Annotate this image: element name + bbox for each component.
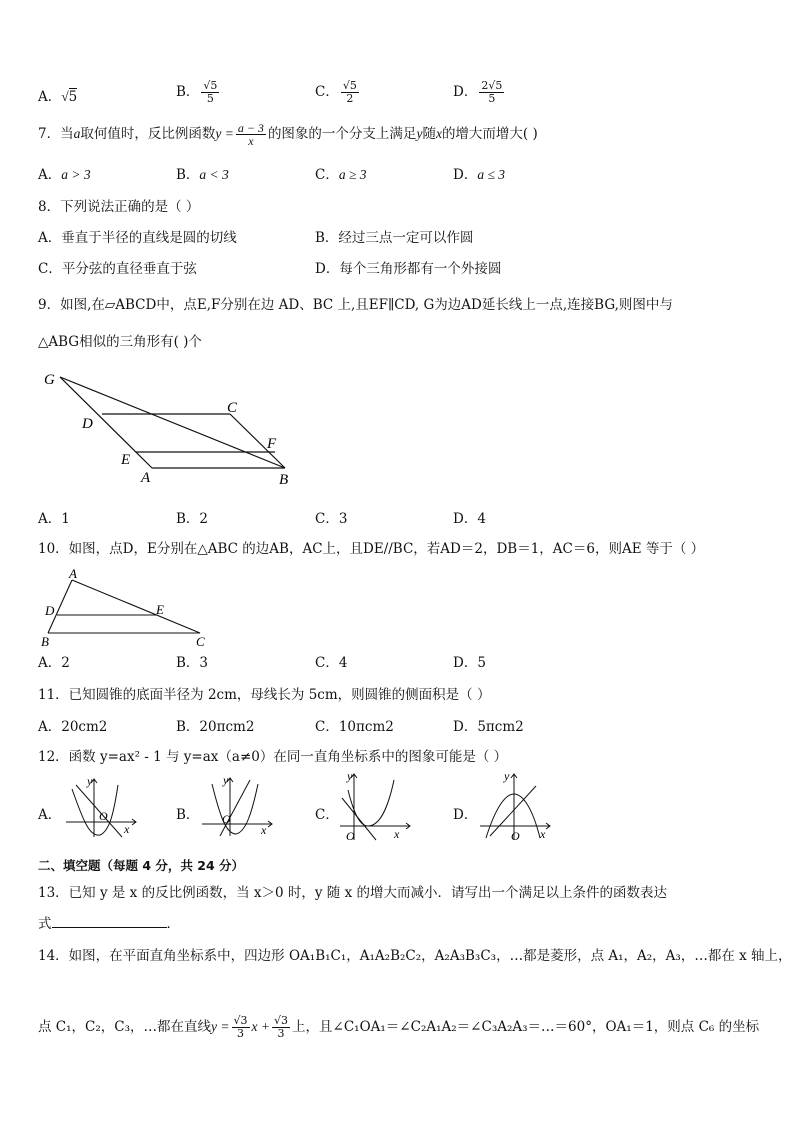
q12-a-parabola (72, 785, 118, 835)
svg-text:O: O (346, 829, 355, 842)
q10-option-b: B．3 (176, 655, 209, 671)
svg-text:y: y (87, 775, 93, 788)
q8-option-b: B．经过三点一定可以作圆 (315, 230, 474, 246)
q10-option-d: D．5 (453, 655, 486, 671)
q10-triangle-figure (38, 566, 218, 650)
q12-graph-d (476, 770, 556, 842)
q13-answer-blank[interactable] (52, 915, 167, 928)
q10-label-B: B (41, 634, 49, 649)
q8-option-c: C．平分弦的直径垂直于弦 (38, 261, 197, 277)
svg-text:O: O (99, 809, 108, 823)
svg-text:y: y (504, 770, 510, 783)
q7-option-a: A．a > 3 (38, 167, 91, 183)
q8-option-d: D．每个三角形都有一个外接圆 (315, 261, 502, 277)
q12-c-parabola (348, 780, 394, 826)
svg-text:x: x (124, 822, 130, 836)
svg-text:O: O (222, 812, 231, 826)
q10-stem: 10．如图，点D，E分别在△ABC 的边AB，AC上，且DE//BC，若AD＝2，DB＝1，AC＝6，则AE 等于（ ） (38, 541, 705, 557)
q10-label-A: A (69, 566, 77, 581)
q10-label-C: C (196, 634, 205, 649)
q12-option-c-label: C． (315, 807, 339, 823)
q9-label-F: F (267, 436, 277, 452)
q13-stem-line1: 13．已知 y 是 x 的反比例函数，当 x＞0 时，y 随 x 的增大而减小．请写出一个满足以上条件的函数表达 (38, 885, 667, 901)
svg-text:x: x (394, 827, 400, 841)
q10-option-a: A．2 (38, 655, 70, 671)
svg-text:y: y (347, 770, 353, 783)
q11-option-c: C．10πcm2 (315, 719, 394, 735)
q8-option-a: A．垂直于半径的直线是圆的切线 (38, 230, 237, 246)
svg-text:x: x (261, 823, 267, 837)
q12-graph-c (336, 770, 416, 842)
q12-b-line (220, 780, 250, 836)
q14-stem-line2: 点 C₁，C₂，C₃，…都在直线y = $\frac{√3}{3}$ x + $\frac{√3}{3}$ 上，且∠C₁OA₁＝∠C₂A₁A₂＝∠C₃A₂A₃＝…＝60°，OA₁＝1，则点 C₆ 的坐标 (38, 1014, 760, 1040)
q7-stem: 7．当a取何值时，反比例函数y = $\frac{a - 3}{x}$ 的图象的一个分支上满足y随x的增大而增大( ) (38, 121, 538, 148)
q7-option-b: B．a < 3 (176, 167, 229, 183)
q9-option-c: C．3 (315, 511, 348, 527)
q9-label-C: C (227, 400, 238, 416)
q10-line-AC (72, 580, 200, 633)
svg-text:x: x (540, 827, 546, 841)
q10-option-c: C．4 (315, 655, 348, 671)
q7-option-c: C．a ≥ 3 (315, 167, 367, 183)
q10-label-E: E (156, 602, 164, 617)
q9-label-D: D (82, 416, 93, 432)
q12-option-b-label: B． (176, 807, 200, 823)
q12-graph-a (62, 775, 142, 839)
q7-option-d: D．a ≤ 3 (453, 167, 505, 183)
q9-line-GA (60, 377, 152, 468)
q12-option-d-label: D． (453, 807, 478, 823)
q10-label-D: D (45, 603, 55, 618)
q8-stem: 8．下列说法正确的是（ ） (38, 199, 200, 215)
q9-option-d: D．4 (453, 511, 486, 527)
q11-option-b: B．20πcm2 (176, 719, 255, 735)
svg-text:O: O (511, 829, 520, 842)
q6-option-c: C． $\frac{√5}{2}$ (315, 79, 357, 105)
q9-stem-line1: 9．如图,在▱ABCD中，点E,F分别在边 AD、BC 上,且EF∥CD, G为边AD延长线上一点,连接BG,则图中与 (38, 297, 673, 313)
section-title-fill-in: 二、填空题（每题 4 分，共 24 分） (38, 858, 245, 873)
q9-label-E: E (121, 452, 131, 468)
q9-label-B: B (279, 472, 289, 488)
q9-stem-line2: △ABG相似的三角形有( )个 (38, 334, 202, 350)
q12-option-a-label: A． (38, 807, 62, 823)
q6-option-b: B． $\frac{√5}{5}$ (176, 79, 218, 105)
q9-line-CB (230, 414, 285, 468)
q12-stem: 12．函数 y=ax² - 1 与 y=ax（a≠0）在同一直角坐标系中的图象可能是（ ） (38, 749, 508, 765)
q9-option-b: B．2 (176, 511, 209, 527)
q9-parallelogram-figure (38, 362, 308, 492)
q9-label-A: A (141, 470, 151, 486)
q13-stem-line2: 式 ． (38, 916, 180, 932)
q6-option-a: A．√5 (38, 89, 78, 105)
q11-stem: 11．已知圆锥的底面半径为 2cm，母线长为 5cm，则圆锥的侧面积是（ ） (38, 687, 491, 703)
q14-stem-line1: 14．如图，在平面直角坐标系中，四边形 OA₁B₁C₁，A₁A₂B₂C₂，A₂A₃B₃C₃，…都是菱形，点 A₁，A₂，A₃，…都在 x 轴上， (38, 948, 792, 964)
q12-graph-b (198, 772, 278, 838)
svg-text:y: y (223, 773, 229, 787)
q11-option-d: D．5πcm2 (453, 719, 524, 735)
q9-label-G: G (44, 372, 55, 388)
q9-option-a: A．1 (38, 511, 70, 527)
q11-option-a: A．20cm2 (38, 719, 108, 735)
q9-line-GB (60, 377, 285, 468)
q6-option-d: D． $\frac{2√5}{5}$ (453, 79, 503, 105)
